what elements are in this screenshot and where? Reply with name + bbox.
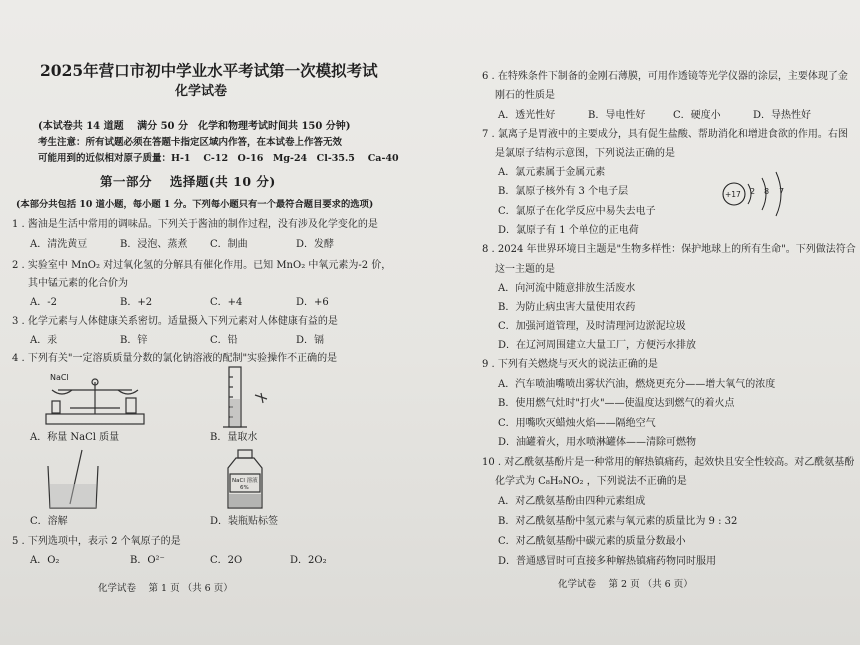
bottle-label-1: NaCl 溶液 (232, 478, 258, 484)
question-7-line-2: 是氯原子结构示意图，下列说法正确的是 (495, 148, 675, 159)
notice-line-2: 可能用到的近似相对原子质量：H-1 C-12 O-16 Mg-24 Cl-35.5 Ca-40 (38, 153, 399, 164)
q4-option-d: D．装瓶贴标签 (210, 516, 279, 527)
page-2-footer: 化学试卷 第 2 页 （共 6 页） (558, 579, 693, 590)
part-note: (本部分共包括 10 道小题，每小题 1 分。下列每小题只有一个最符合题目要求的选项) (16, 199, 374, 210)
question-6-line-2: 刚石的性质是 (495, 90, 555, 101)
q3-option-c: C．铅 (210, 335, 238, 346)
q3-option-d: D．镉 (296, 335, 325, 346)
question-3: 3 . 化学元素与人体健康关系密切。适量摄入下列元素对人体健康有益的是 (12, 316, 338, 327)
q4-option-b: B．量取水 (210, 432, 258, 443)
q8-option-d: D．在辽河周围建立大量工厂，方便污水排放 (498, 340, 697, 351)
q7-option-a: A．氯元素属于金属元素 (498, 167, 606, 178)
q2-option-a: A．-2 (30, 297, 57, 308)
q5-option-a: A．O₂ (30, 555, 60, 566)
question-6-line-1: 6 . 在特殊条件下制备的金刚石薄膜，可用作透镜等光学仪器的涂层，主要体现了金 (482, 71, 848, 82)
q4-option-c: C．溶解 (30, 516, 68, 527)
shell-3-electrons: 7 (779, 187, 785, 196)
exam-title: 2025年营口市初中学业水平考试第一次模拟考试 (40, 61, 378, 80)
balance-scale-image (40, 368, 150, 430)
q9-option-c: C．用嘴吹灭蜡烛火焰——隔绝空气 (498, 418, 656, 429)
q8-option-a: A．向河流中随意排放生活废水 (498, 283, 636, 294)
q10-option-d: D．普通感冒时可直接多种解热镇痛药物同时服用 (498, 556, 717, 567)
q9-option-a: A．汽车喷油嘴喷出雾状汽油，燃烧更充分——增大氧气的浓度 (498, 379, 776, 390)
question-2-line-1: 2 . 实验室中 MnO₂ 对过氧化氢的分解具有催化作用。已知 MnO₂ 中氧元素为-2 价， (12, 260, 392, 271)
question-4: 4 . 下列有关"一定溶质质量分数的氯化钠溶液的配制"实验操作不正确的是 (12, 353, 338, 364)
atom-nucleus: +17 (725, 190, 741, 199)
q1-option-b: B．浸泡、蒸煮 (120, 239, 188, 250)
page-2 (440, 0, 860, 645)
q7-option-d: D．氯原子有 1 个单位的正电荷 (498, 225, 639, 236)
graduated-cylinder-image (215, 365, 275, 431)
q4-option-a: A．称量 NaCl 质量 (30, 432, 120, 443)
exam-subtitle: 化学试卷 (175, 84, 228, 99)
q2-option-d: D．+6 (296, 297, 329, 308)
question-7-line-1: 7 . 氯离子是胃液中的主要成分，具有促生盐酸、帮助消化和增进食欲的作用。右图 (482, 129, 848, 140)
question-5: 5 . 下列选项中，表示 2 个氧原子的是 (12, 536, 181, 547)
q6-option-b: B．导电性好 (588, 110, 646, 121)
chlorine-atom-diagram (720, 170, 798, 218)
q7-option-b: B．氯原子核外有 3 个电子层 (498, 186, 629, 197)
q9-option-d: D．油罐着火，用水喷淋罐体——清除可燃物 (498, 437, 697, 448)
q9-option-b: B．使用燃气灶时"打火"——使温度达到燃气的着火点 (498, 398, 735, 409)
q10-option-b: B．对乙酰氨基酚中氢元素与氧元素的质量比为 9 : 32 (498, 516, 738, 527)
q6-option-c: C．硬度小 (673, 110, 721, 121)
question-10-line-1: 10 . 对乙酰氨基酚片是一种常用的解热镇痛药，起效快且安全性较高。对乙酰氨基酚 (482, 457, 855, 468)
reagent-bottle-image (222, 448, 268, 512)
q5-option-c: C．2O (210, 555, 243, 566)
q7-option-c: C．氯原子在化学反应中易失去电子 (498, 206, 656, 217)
notice-line-1: 考生注意：所有试题必须在答题卡指定区域内作答，在本试卷上作答无效 (38, 137, 343, 148)
q5-option-d: D．2O₂ (290, 555, 327, 566)
q2-option-b: B．+2 (120, 297, 153, 308)
page-1-footer: 化学试卷 第 1 页 （共 6 页） (98, 583, 233, 594)
question-2-line-2: 其中锰元素的化合价为 (28, 278, 128, 289)
question-9: 9 . 下列有关燃烧与灭火的说法正确的是 (482, 359, 658, 370)
q6-option-d: D．导热性好 (753, 110, 812, 121)
exam-info: (本试卷共 14 道题 满分 50 分 化学和物理考试时间共 150 分钟) (38, 121, 351, 132)
shell-2-electrons: 8 (764, 187, 770, 196)
q6-option-a: A．透光性好 (498, 110, 556, 121)
question-1: 1 . 酱油是生活中常用的调味品。下列关于酱油的制作过程，没有涉及化学变化的是 (12, 219, 378, 230)
nacl-label: NaCl (50, 373, 69, 382)
q2-option-c: C．+4 (210, 297, 243, 308)
q3-option-b: B．锌 (120, 335, 148, 346)
q10-option-c: C．对乙酰氨基酚中碳元素的质量分数最小 (498, 536, 686, 547)
q1-option-d: D．发酵 (296, 239, 335, 250)
q5-option-b: B．O²⁻ (130, 555, 165, 566)
q8-option-b: B．为防止病虫害大量使用农药 (498, 302, 636, 313)
shell-1-electrons: 2 (750, 187, 756, 196)
question-8-line-1: 8 . 2024 年世界环境日主题是"生物多样性：保护地球上的所有生命"。下列做法符合 (482, 244, 856, 255)
bottle-label-2: 6% (240, 485, 249, 491)
beaker-dissolving-image (38, 448, 108, 512)
q10-option-a: A．对乙酰氨基酚由四种元素组成 (498, 496, 646, 507)
question-8-line-2: 这一主题的是 (495, 264, 555, 275)
q1-option-a: A．清洗黄豆 (30, 239, 88, 250)
part-title: 第一部分 选择题(共 10 分) (100, 174, 276, 189)
q3-option-a: A．汞 (30, 335, 58, 346)
q1-option-c: C．制曲 (210, 239, 248, 250)
q8-option-c: C．加强河道管理，及时清理河边淤泥垃圾 (498, 321, 686, 332)
question-10-line-2: 化学式为 C₈H₉NO₂ ，下列说法不正确的是 (495, 476, 687, 487)
